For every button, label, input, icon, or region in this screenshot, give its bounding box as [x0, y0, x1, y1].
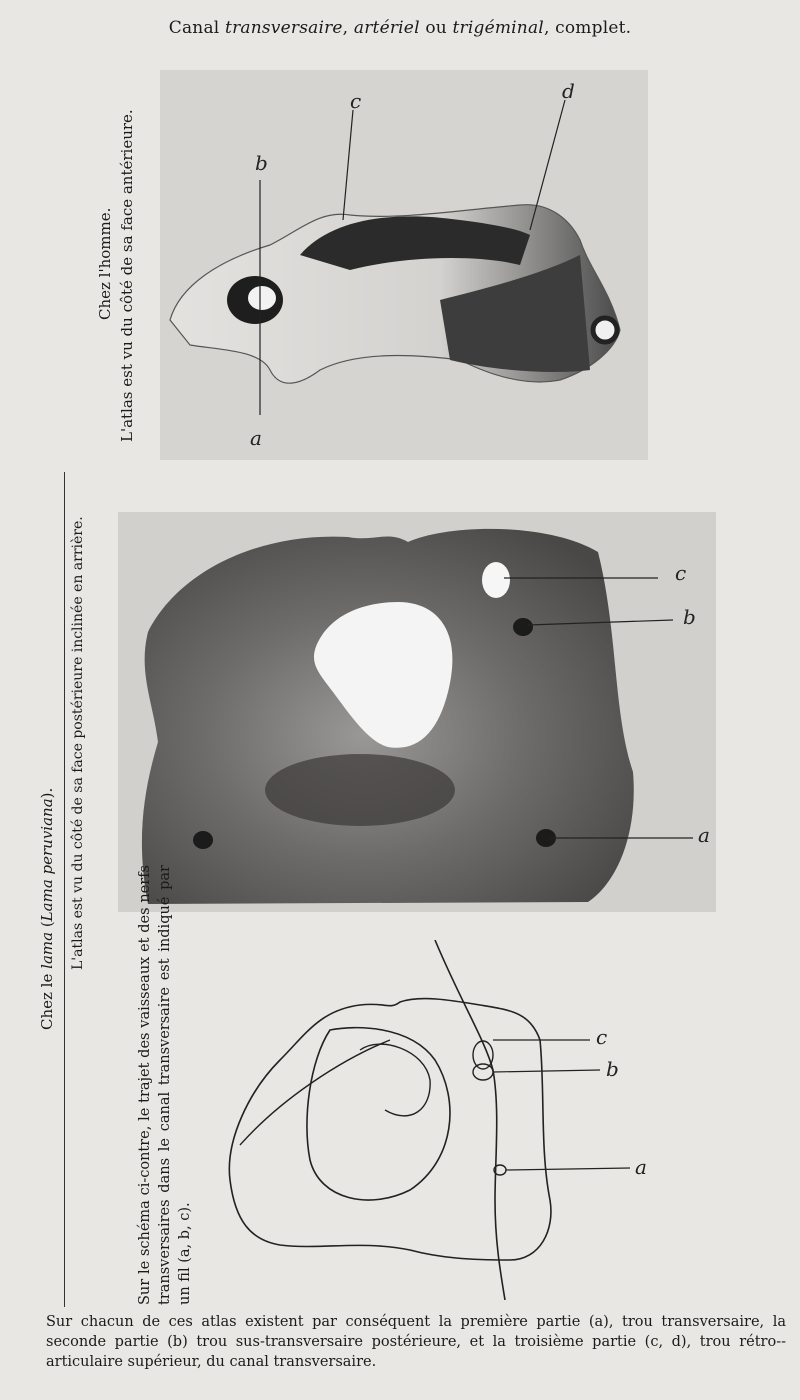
- lama-caption-lama: lama: [38, 931, 56, 969]
- lama-body-shadow: [265, 754, 455, 826]
- foramen-b: [513, 618, 533, 636]
- label-a: a: [250, 426, 262, 450]
- schema-foramen-c: [473, 1041, 493, 1069]
- schema-arch: [307, 1028, 450, 1200]
- label-b: b: [683, 605, 696, 629]
- schema-rim: [240, 1040, 390, 1145]
- schema-thread: [435, 940, 505, 1300]
- schema-drawing: [210, 940, 660, 1300]
- page-title: [0, 18, 800, 38]
- human-atlas-figure: [160, 70, 648, 460]
- title-prefix: Canal: [168, 18, 226, 38]
- schema-leader-a: [506, 1168, 630, 1170]
- leader-line-c: [343, 110, 353, 220]
- lama-caption-paren: (: [38, 921, 56, 932]
- title-suffix: , complet.: [543, 18, 632, 38]
- human-caption-line1: Chez l'homme.: [96, 207, 114, 320]
- schema-label-b: b: [606, 1057, 619, 1081]
- lama-caption-prefix: Chez le: [38, 968, 56, 1030]
- schema-leader-b: [493, 1070, 600, 1072]
- human-atlas-drawing: [160, 70, 648, 460]
- title-sep: ou: [419, 18, 453, 38]
- foramen-c: [482, 562, 510, 598]
- right-foramen-loop: [593, 318, 617, 342]
- title-sep: ,: [342, 18, 354, 38]
- schema-caption: Sur le schéma ci-contre, le trajet des vaisseaux et des nerfs transversaires dans le canal transversaire est indiqué par un fil (a, b, c).: [137, 865, 193, 1305]
- lama-caption-line2: L'atlas est vu du côté de sa face postérieure inclinée en arrière.: [70, 516, 86, 970]
- label-a: a: [698, 823, 710, 847]
- lama-caption-species: Lama peruviana: [38, 798, 56, 922]
- title-term-transversaire: transversaire: [225, 18, 343, 38]
- lama-caption-paren: ).: [38, 787, 56, 799]
- footer-paragraph: Sur chacun de ces atlas existent par conséquent la première partie (a), trou transversaire, la seconde partie (b) trou sus-transversaire postérieure, et la troisième partie (c, d), trou rétro--articulaire supérieur, du canal transversaire.: [46, 1314, 786, 1370]
- schema-label-c: c: [596, 1025, 608, 1049]
- schema-foramen-b: [473, 1064, 493, 1080]
- label-d: d: [562, 79, 575, 103]
- schema-label-a: a: [635, 1155, 647, 1179]
- lama-atlas-figure: [118, 512, 716, 912]
- left-foramen: [193, 831, 213, 849]
- title-term-arteriel: artériel: [353, 18, 420, 38]
- title-term-trigeminal: trigéminal: [452, 18, 544, 38]
- label-b: b: [255, 151, 268, 175]
- label-c: c: [675, 561, 687, 585]
- lama-caption-line1: [38, 788, 56, 1030]
- human-caption-line2: L'atlas est vu du côté de sa face antérieure.: [118, 109, 136, 442]
- label-c: c: [350, 89, 362, 113]
- lama-atlas-drawing: [118, 512, 716, 912]
- lama-caption-rule: [64, 472, 65, 1307]
- schema-inner-foramen: [360, 1044, 430, 1116]
- schema-outline: [229, 999, 551, 1260]
- foramen-light: [248, 286, 276, 310]
